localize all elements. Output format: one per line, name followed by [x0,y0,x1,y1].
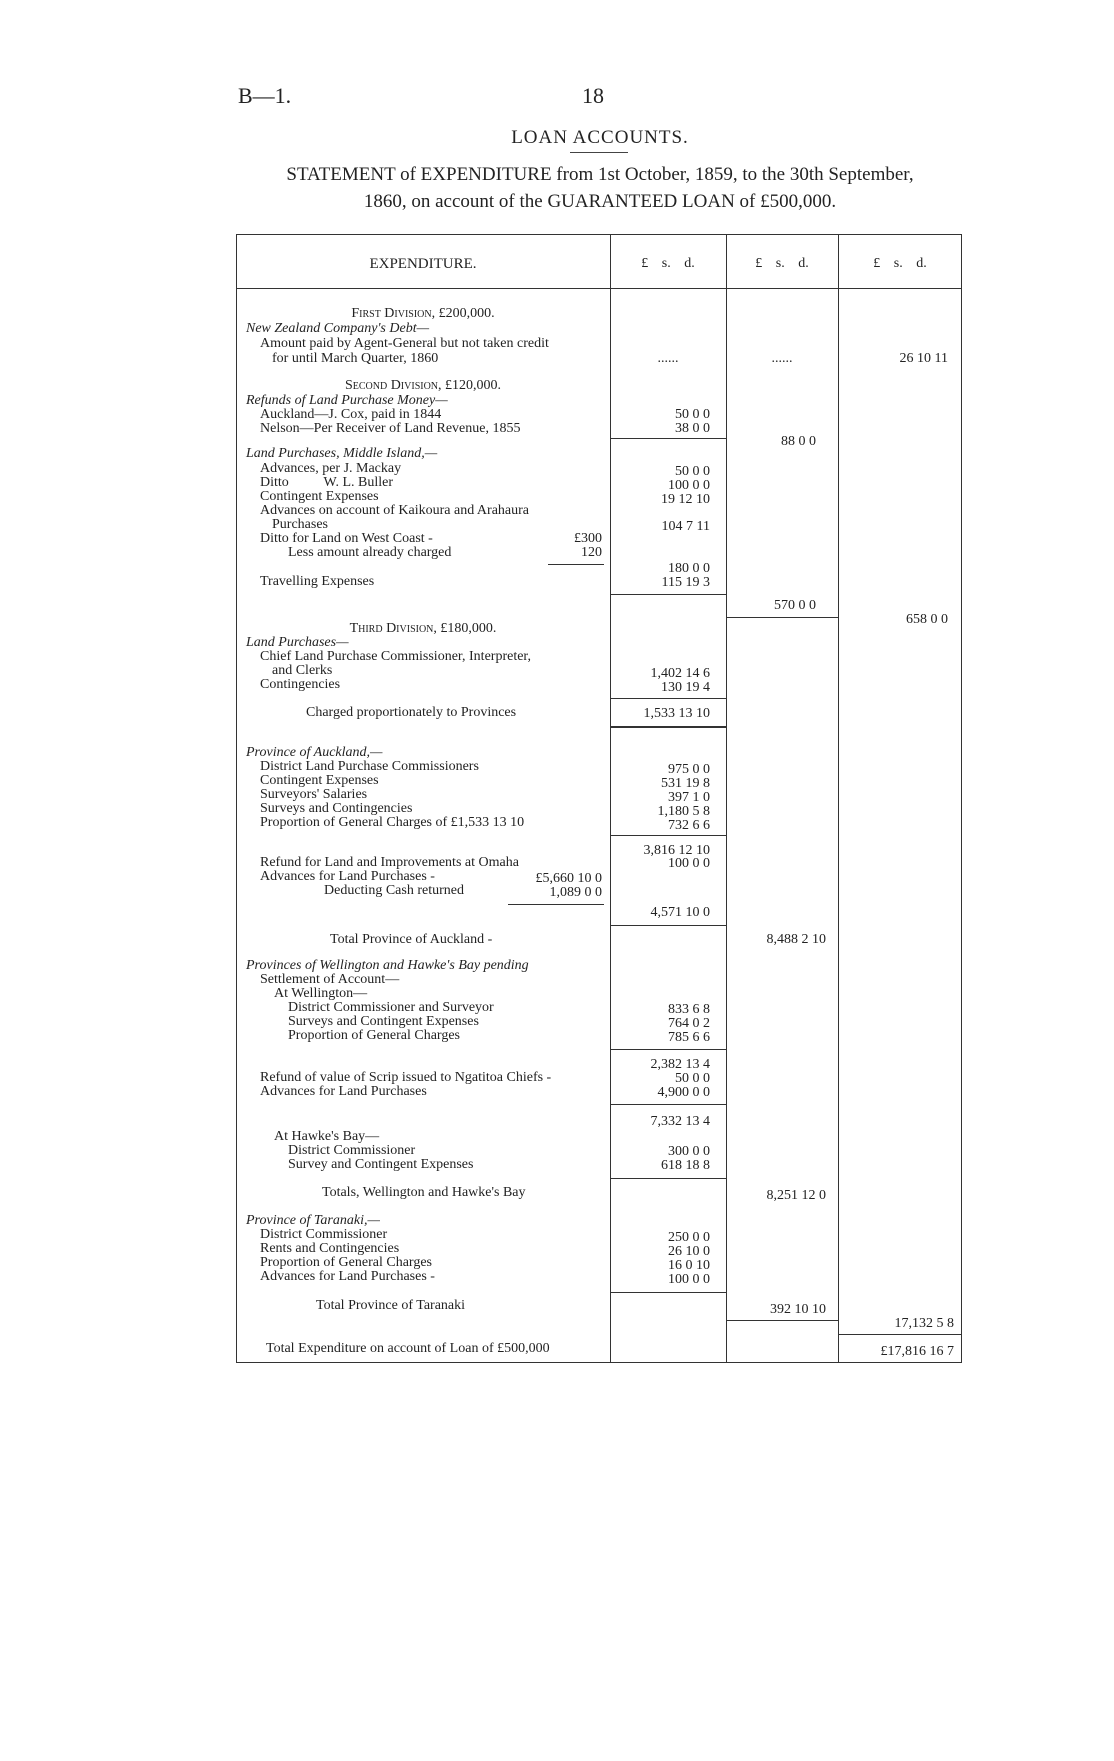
row-label: Auckland—J. Cox, paid in 1844 [260,407,442,422]
page-number: 18 [582,83,604,108]
amount-value: 833 6 8 [668,1002,710,1017]
inline-rule [548,564,604,565]
amount-value: 100 0 0 [668,478,710,493]
row-label: Total Province of Auckland - [330,932,493,947]
subtotal-rule [610,1292,726,1293]
subsection-heading: Provinces of Wellington and Hawke's Bay pending [246,958,529,973]
amount-value: 2,382 13 4 [650,1057,710,1072]
row-label: for until March Quarter, 1860 [272,351,439,366]
amount-value: 100 0 0 [668,856,710,871]
row-label: District Land Purchase Commissioners [260,759,479,774]
row-label: Surveys and Contingent Expenses [288,1014,479,1029]
row-label: Proportion of General Charges of £1,533 13 10 [260,815,525,830]
table-left-border [236,234,237,1363]
section-heading: Second Division, £120,000. [344,378,502,393]
row-label: Surveyors' Salaries [260,787,368,802]
amount-value: 130 19 4 [661,680,710,695]
subtotal-rule [610,1178,726,1179]
row-label: Ditto for Land on West Coast - [260,531,433,546]
amount-value: 16 0 10 [668,1258,710,1273]
row-label: District Commissioner [288,1143,416,1158]
subsection-heading: Province of Taranaki,— [246,1213,380,1228]
expenditure-table [236,234,962,1363]
row-label: District Commissioner and Surveyor [288,1000,494,1015]
title-rule [570,152,628,153]
amount-value: 4,900 0 0 [657,1085,710,1100]
page-title: LOAN ACCOUNTS. [511,127,689,148]
subsection-heading: New Zealand Company's Debt— [246,321,430,336]
subtotal-rule [610,698,726,699]
row-label: Advances for Land Purchases - [260,1269,435,1284]
subtitle-line-1: STATEMENT of EXPENDITURE from 1st October, 1859, to the 30th September, [286,164,914,185]
amount-value: 50 0 0 [675,407,710,422]
amount-value: 3,816 12 10 [643,843,710,858]
subtotal-rule [726,617,838,618]
row-label: Travelling Expenses [260,574,375,589]
row-label: Contingent Expenses [260,773,379,788]
inline-rule [508,904,604,905]
amount-value: 785 6 6 [668,1030,710,1045]
amount-value: 50 0 0 [675,1071,710,1086]
amount-value: 975 0 0 [668,762,710,777]
row-label: Survey and Contingent Expenses [288,1157,474,1172]
row-label: Ditto W. L. Buller [260,475,393,490]
amount-value: 88 0 0 [781,434,816,449]
row-label: Total Province of Taranaki [316,1298,466,1313]
subtotal-rule [610,1104,726,1105]
column-divider-3 [838,234,839,1363]
subtitle-line-2: 1860, on account of the GUARANTEED LOAN of £500,000. [363,191,837,212]
amount-value: 17,132 5 8 [894,1316,954,1331]
row-label: District Commissioner [260,1227,388,1242]
header-rule [236,288,962,289]
inline-amount: 1,089 0 0 [549,885,602,900]
grand-total-amount: £17,816 16 7 [880,1344,954,1359]
inline-amount: £5,660 10 0 [535,871,602,886]
subtotal-rule [726,1320,838,1321]
grand-total-label: Total Expenditure on account of Loan of £500,000 [266,1341,550,1356]
table-top-rule [236,234,962,235]
row-label: Proportion of General Charges [260,1255,432,1270]
amount-value: 100 0 0 [668,1272,710,1287]
row-label: Contingent Expenses [260,489,379,504]
subsection-heading: Land Purchases— [246,635,349,650]
amount-value: 38 0 0 [675,421,710,436]
inline-amount: £300 [574,531,602,546]
row-label: Settlement of Account— [260,972,400,987]
column-header-lsd-1: £ s. d. [641,256,695,271]
row-label: Totals, Wellington and Hawke's Bay [322,1185,526,1200]
column-header-lsd-3: £ s. d. [873,256,927,271]
row-label: Chief Land Purchase Commissioner, Interpreter, [260,649,532,664]
amount-value: 531 19 8 [661,776,710,791]
row-label: At Hawke's Bay— [274,1129,380,1144]
row-label: Advances, per J. Mackay [260,461,402,476]
row-label: Rents and Contingencies [260,1241,400,1256]
row-label: Less amount already charged [288,545,452,560]
total-double-rule [610,726,726,728]
subtotal-rule [610,438,726,439]
subsection-heading: Land Purchases, Middle Island,— [246,446,438,461]
empty-amount-dots: ...... [657,351,679,366]
inline-amount: 120 [581,545,602,560]
row-label: Purchases [272,517,328,532]
amount-value: 50 0 0 [675,464,710,479]
amount-value: 1,402 14 6 [650,666,710,681]
row-label: Charged proportionately to Provinces [306,705,517,720]
row-label: Proportion of General Charges [288,1028,460,1043]
section-heading: First Division, £200,000. [351,306,495,321]
amount-value: 19 12 10 [661,492,710,507]
amount-value: 658 0 0 [906,612,948,627]
amount-value: 250 0 0 [668,1230,710,1245]
amount-value: 618 18 8 [661,1158,710,1173]
row-label: Advances on account of Kaikoura and Arahaura [260,503,530,518]
subtotal-rule [610,594,726,595]
row-label: Amount paid by Agent-General but not taken credit [260,336,549,351]
row-label: Refund of value of Scrip issued to Ngatitoa Chiefs - [260,1070,552,1085]
subtotal-rule [610,1049,726,1050]
row-label: Surveys and Contingencies [260,801,413,816]
row-label: Advances for Land Purchases [260,1084,427,1099]
row-label: At Wellington— [274,986,368,1001]
column-header-expenditure: EXPENDITURE. [369,256,477,272]
row-label: Refund for Land and Improvements at Omaha [260,855,519,870]
column-header-lsd-2: £ s. d. [755,256,809,271]
amount-value: 180 0 0 [668,561,710,576]
amount-value: 8,251 12 0 [766,1188,826,1203]
amount-value: 570 0 0 [774,598,816,613]
subtotal-rule [610,835,726,836]
table-right-border [961,234,962,1363]
subtotal-rule [610,925,726,926]
table-bottom-rule [236,1362,962,1363]
subsection-heading: Province of Auckland,— [246,745,383,760]
amount-value: 300 0 0 [668,1144,710,1159]
document-reference: B—1. [238,83,292,108]
amount-value: 115 19 3 [661,575,710,590]
subtotal-rule [838,1334,962,1335]
amount-value: 392 10 10 [770,1302,826,1317]
amount-value: 1,533 13 10 [643,706,710,721]
subsection-heading: Refunds of Land Purchase Money— [246,393,448,408]
amount-value: 732 6 6 [668,818,710,833]
amount-value: 397 1 0 [668,790,710,805]
amount-value: 26 10 0 [668,1244,710,1259]
row-label: Advances for Land Purchases - [260,869,435,884]
row-label: Contingencies [260,677,341,692]
row-label: and Clerks [272,663,333,678]
amount-value: 764 0 2 [668,1016,710,1031]
amount-value: 26 10 11 [899,351,948,366]
row-label: Deducting Cash returned [324,883,464,898]
amount-value: 1,180 5 8 [657,804,710,819]
row-label: Nelson—Per Receiver of Land Revenue, 1855 [260,421,521,436]
empty-amount-dots: ...... [771,351,793,366]
amount-value: 104 7 11 [661,519,710,534]
amount-value: 7,332 13 4 [650,1114,710,1129]
amount-value: 4,571 10 0 [650,905,710,920]
section-heading: Third Division, £180,000. [349,621,497,636]
amount-value: 8,488 2 10 [766,932,826,947]
